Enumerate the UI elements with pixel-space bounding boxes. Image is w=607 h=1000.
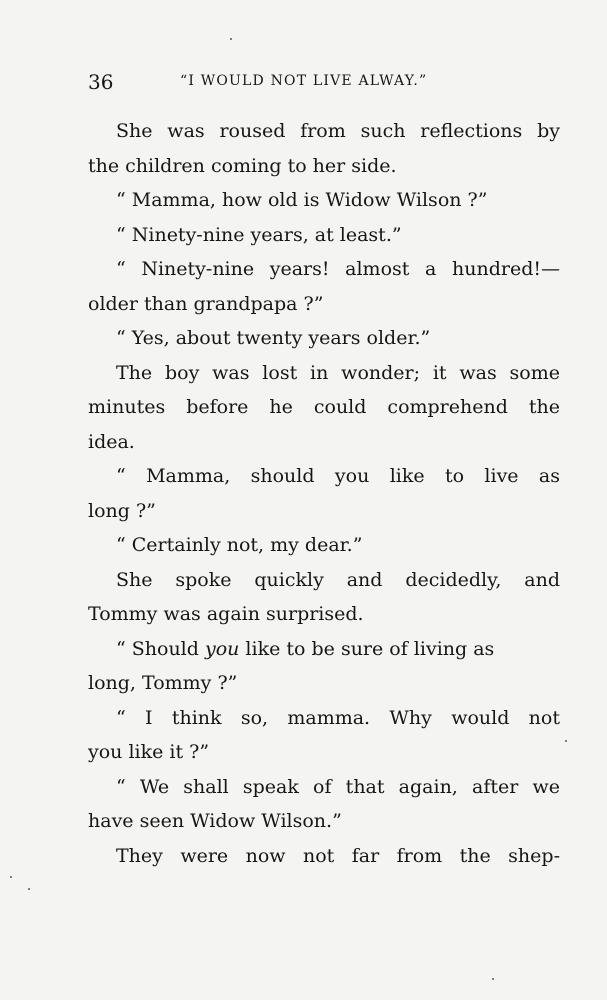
paper-speck: [492, 978, 494, 980]
text-fragment: “ Should: [116, 637, 205, 660]
text-line: “ Ninety-nine years, at least.”: [116, 223, 402, 246]
text-line: Tommy was again surprised.: [88, 603, 364, 625]
text-line: older than grandpapa ?”: [88, 292, 324, 315]
text-line: They were now not far from the shep-: [116, 844, 560, 867]
text-line: long ?”: [88, 499, 156, 522]
text-fragment: like to be sure of living as: [239, 637, 495, 660]
text-line: you like it ?”: [88, 741, 210, 763]
text-line: “ I think so, mamma. Why would not: [116, 706, 560, 729]
text-line: minutes before he could comprehend the: [88, 396, 560, 418]
running-head: “I WOULD NOT LIVE ALWAY.”: [180, 73, 428, 89]
text-line: have seen Widow Wilson.”: [88, 810, 342, 832]
text-line: long, Tommy ?”: [88, 672, 238, 694]
text-line: She was roused from such reflections by: [116, 120, 560, 142]
text-line: “ Yes, about twenty years older.”: [116, 327, 431, 349]
body-text: [88, 114, 560, 873]
text-line: the children coming to her side.: [88, 154, 397, 177]
paper-speck: [230, 38, 232, 40]
emphasized-word: you: [204, 637, 240, 660]
page-number: 36: [88, 70, 114, 94]
text-line: [88, 632, 560, 667]
text-line: She spoke quickly and decidedly, and: [116, 568, 560, 591]
page-header: [88, 70, 558, 100]
text-line: idea.: [88, 430, 135, 453]
paper-speck: [28, 888, 30, 890]
text-line: The boy was lost in wonder; it was some: [116, 361, 560, 384]
text-line: “ We shall speak of that again, after we: [116, 775, 560, 798]
paper-speck: [10, 876, 12, 878]
text-line: “ Mamma, how old is Widow Wilson ?”: [116, 189, 488, 211]
text-line: “ Mamma, should you like to live as: [116, 465, 560, 487]
text-line: “ Ninety-nine years! almost a hundred!—: [116, 258, 560, 280]
paper-speck: [565, 740, 567, 742]
text-line: “ Certainly not, my dear.”: [116, 534, 363, 556]
